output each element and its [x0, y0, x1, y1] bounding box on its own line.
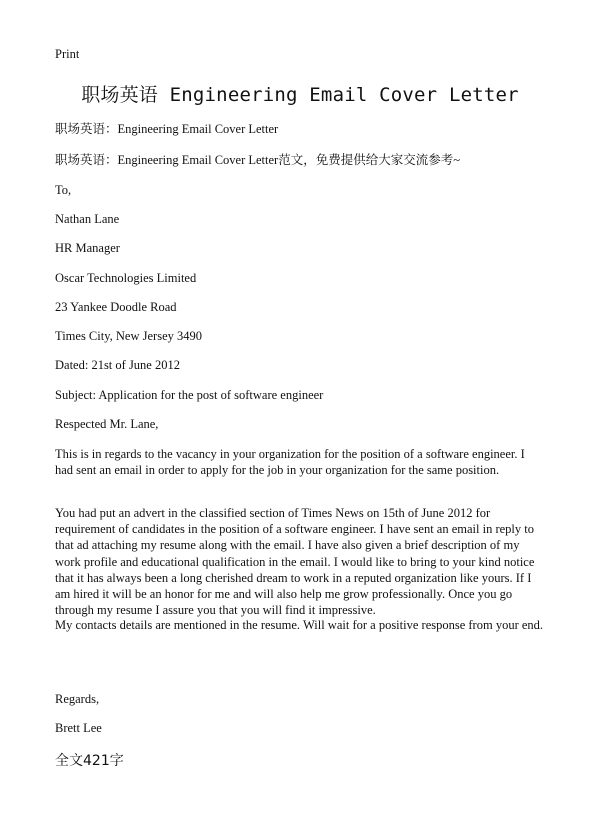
- subtitle-line: 职场英语：Engineering Email Cover Letter: [55, 122, 279, 136]
- print-link[interactable]: Print: [55, 47, 80, 61]
- recipient-street: 23 Yankee Doodle Road: [55, 300, 177, 314]
- word-count: 全文421字: [55, 753, 124, 769]
- intro-line: 职场英语：Engineering Email Cover Letter范文，免费提供给大家交流参考~: [55, 153, 460, 167]
- letter-closing: Regards,: [55, 692, 100, 706]
- letter-to: To,: [55, 183, 72, 197]
- letter-paragraph-3: My contacts details are mentioned in the resume. Will wait for a positive response from your end.: [55, 618, 544, 632]
- recipient-city: Times City, New Jersey 3490: [55, 329, 202, 343]
- letter-paragraph-2: You had put an advert in the classified section of Times News on 15th of June 2012 for requirement of candidates in the position of a software engineer. I have sent an email in reply to that ad attaching my resume along with the email. I have also given a brief description of my work profile and educational qualification in the email. I would like to bring to your kind notice that it has always been a long cherished dream to work in a reputed organization like yours. If I am hired it will be an honor for me and will also help me grow professionally. Once you go through my resume I assure you that you will find it impressive.: [55, 506, 535, 618]
- letter-date: Dated: 21st of June 2012: [55, 358, 180, 372]
- recipient-company: Oscar Technologies Limited: [55, 271, 197, 285]
- page-title: 职场英语 Engineering Email Cover Letter: [81, 84, 519, 106]
- recipient-name: Nathan Lane: [55, 212, 120, 226]
- letter-subject: Subject: Application for the post of software engineer: [55, 388, 324, 402]
- letter-salutation: Respected Mr. Lane,: [55, 417, 159, 431]
- letter-paragraph-1: This is in regards to the vacancy in your organization for the position of a software engineer. I had sent an email in order to apply for the job in your organization for the same position.: [55, 447, 525, 478]
- recipient-title: HR Manager: [55, 241, 120, 255]
- letter-signature: Brett Lee: [55, 721, 102, 735]
